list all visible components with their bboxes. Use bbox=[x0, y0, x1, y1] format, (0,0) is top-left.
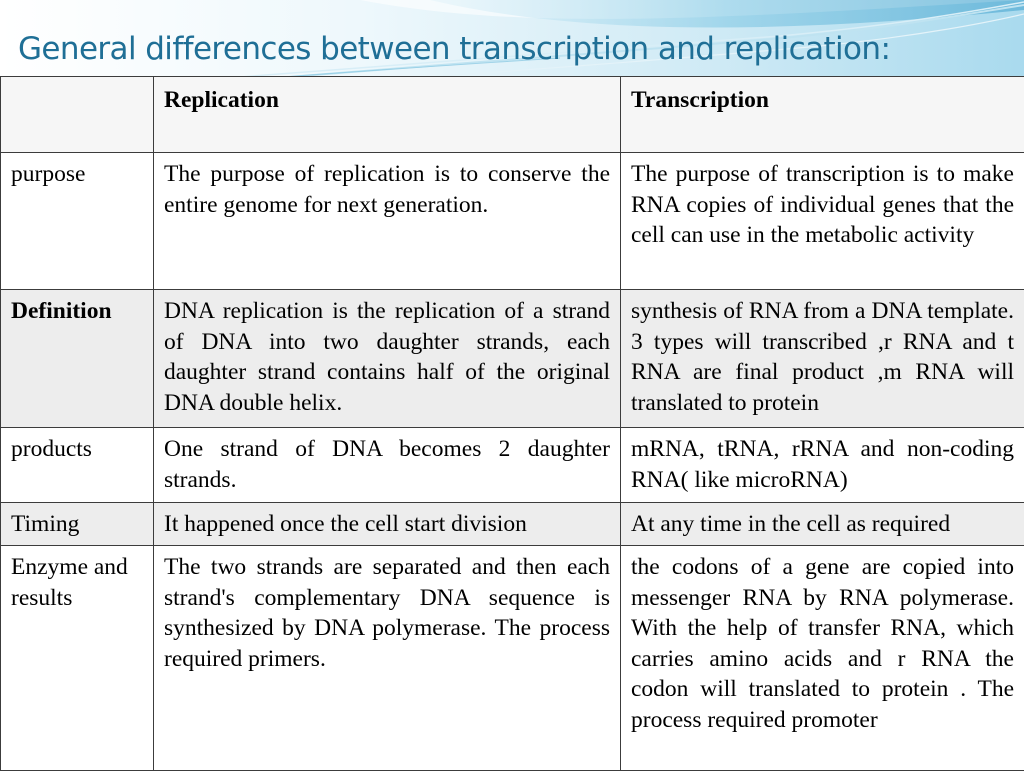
transcription-cell: The purpose of transcription is to make RNA copies of individual genes that the cell can use in the metabolic activity bbox=[621, 153, 1024, 290]
table-row bbox=[1, 546, 1024, 771]
page-title: General differences between transcription and replication: bbox=[18, 31, 890, 67]
row-label: purpose bbox=[1, 153, 154, 290]
replication-cell: It happened once the cell start division bbox=[154, 503, 621, 546]
table-row bbox=[1, 153, 1024, 290]
header-cell-empty bbox=[1, 77, 154, 153]
table-row bbox=[1, 428, 1024, 503]
table-header-row bbox=[1, 77, 1024, 153]
replication-cell: The purpose of replication is to conserve the entire genome for next generation. bbox=[154, 153, 621, 290]
row-label: Timing bbox=[1, 503, 154, 546]
transcription-cell: At any time in the cell as required bbox=[621, 503, 1024, 546]
transcription-cell: synthesis of RNA from a DNA template. 3 types will transcribed ,r RNA and t RNA are final product ,m RNA will translated to protein bbox=[621, 290, 1024, 428]
comparison-table bbox=[0, 76, 1024, 771]
header-cell-replication: Replication bbox=[154, 77, 621, 153]
row-label: Enzyme and results bbox=[1, 546, 154, 771]
row-label: Definition bbox=[1, 290, 154, 428]
transcription-cell: the codons of a gene are copied into messenger RNA by RNA polymerase. With the help of transfer RNA, which carries amino acids and r RNA the codon will translated to protein . The process required promoter bbox=[621, 546, 1024, 771]
table-row bbox=[1, 290, 1024, 428]
transcription-cell: mRNA, tRNA, rRNA and non-coding RNA( like microRNA) bbox=[621, 428, 1024, 503]
table-row bbox=[1, 503, 1024, 546]
header-cell-transcription: Transcription bbox=[621, 77, 1024, 153]
replication-cell: The two strands are separated and then each strand's complementary DNA sequence is synthesized by DNA polymerase. The process required primers. bbox=[154, 546, 621, 771]
row-label: products bbox=[1, 428, 154, 503]
replication-cell: DNA replication is the replication of a strand of DNA into two daughter strands, each daughter strand contains half of the original DNA double helix. bbox=[154, 290, 621, 428]
replication-cell: One strand of DNA becomes 2 daughter strands. bbox=[154, 428, 621, 503]
